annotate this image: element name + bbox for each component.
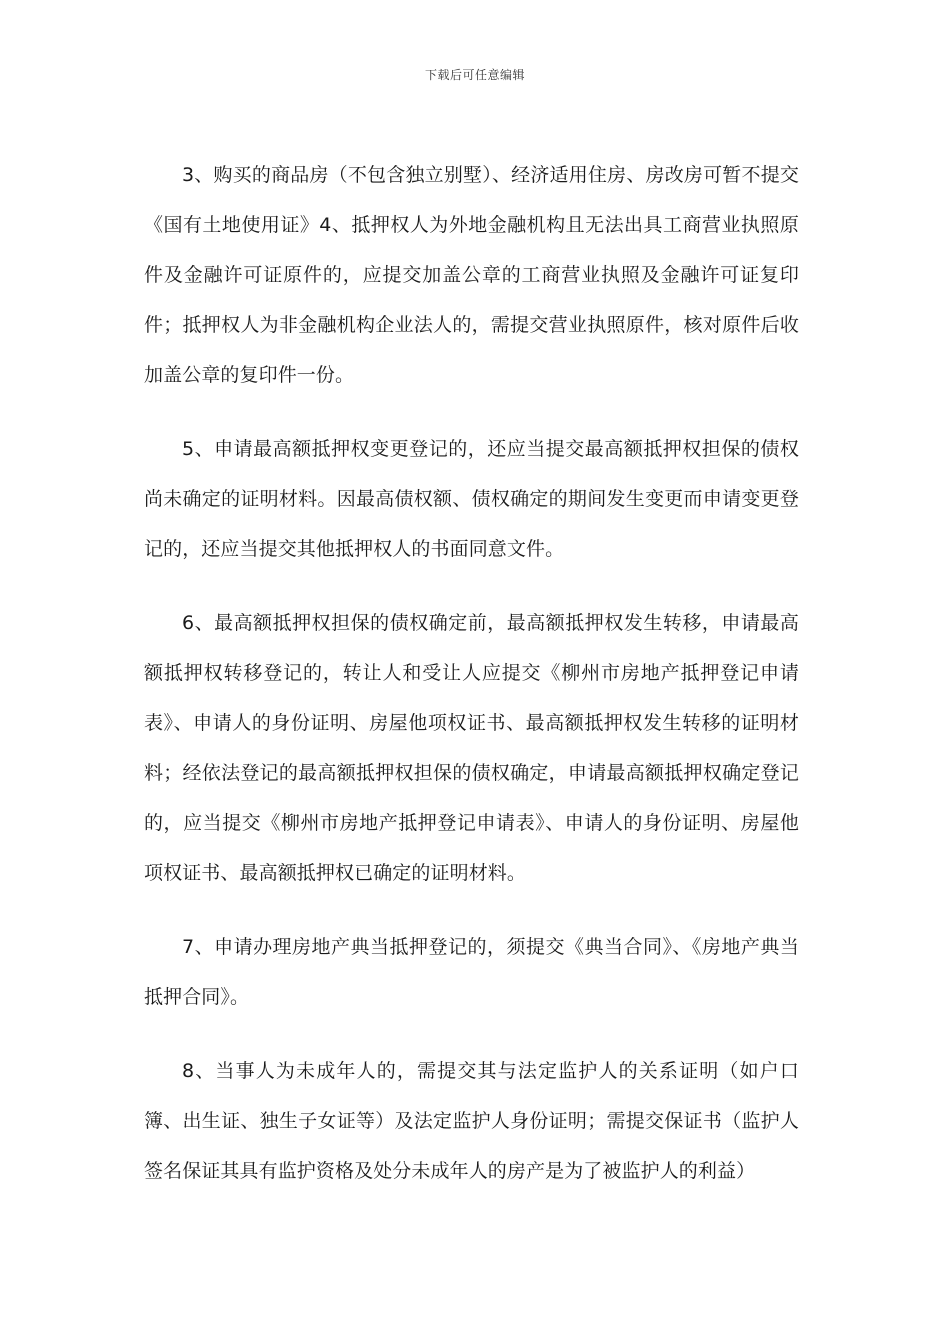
paragraph-item-3: 3、购买的商品房（不包含独立别墅）、经济适用住房、房改房可暂不提交《国有土地使用证》4、抵押权人为外地金融机构且无法出具工商营业执照原件及金融许可证原件的，应提交加盖公章的工商营业执照及金融许可证复印件；抵押权人为非金融机构企业法人的，需提交营业执照原件，核对原件后收加盖公章的复印件一份。 xyxy=(144,164,799,386)
document-body xyxy=(144,150,799,1220)
paragraph-item-7: 7、申请办理房地产典当抵押登记的，须提交《典当合同》、《房地产典当抵押合同》。 xyxy=(144,936,799,1008)
paragraph-item-6: 6、最高额抵押权担保的债权确定前，最高额抵押权发生转移，申请最高额抵押权转移登记的，转让人和受让人应提交《柳州市房地产抵押登记申请表》、申请人的身份证明、房屋他项权证书、最高额抵押权发生转移的证明材料；经依法登记的最高额抵押权担保的债权确定，申请最高额抵押权确定登记的，应当提交《柳州市房地产抵押登记申请表》、申请人的身份证明、房屋他项权证书、最高额抵押权已确定的证明材料。 xyxy=(144,612,799,884)
paragraph-item-8: 8、当事人为未成年人的，需提交其与法定监护人的关系证明（如户口簿、出生证、独生子女证等）及法定监护人身份证明；需提交保证书（监护人签名保证其具有监护资格及处分未成年人的房产是为了被监护人的利益） xyxy=(144,1060,799,1182)
paragraph-item-5: 5、申请最高额抵押权变更登记的，还应当提交最高额抵押权担保的债权尚未确定的证明材料。因最高债权额、债权确定的期间发生变更而申请变更登记的，还应当提交其他抵押权人的书面同意文件。 xyxy=(144,438,799,560)
header-note: 下载后可任意编辑 xyxy=(424,68,525,82)
